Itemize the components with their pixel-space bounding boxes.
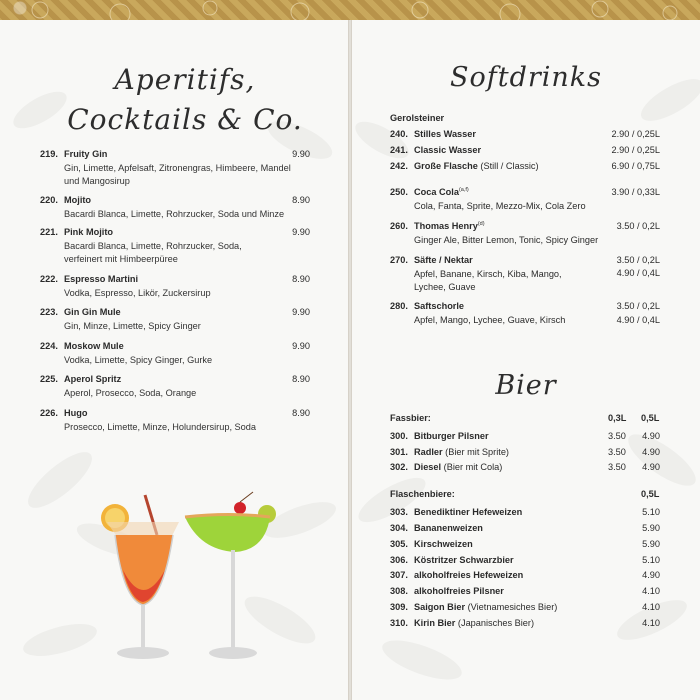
orange-cocktail-glass (101, 495, 179, 659)
menu-item: 224. Moskow Mule 9.90 Vodka, Limette, Spicy Ginger, Gurke (40, 341, 310, 365)
column-header-03l: 0,3L (608, 413, 627, 423)
group-label-fassbier: Fassbier: (390, 413, 431, 423)
cocktail-illustration (95, 490, 295, 680)
menu-item: 221. Pink Mojito 9.90 Bacardi Blanca, Limette, Rohrzucker, Soda, verfeinert mit Himbeerpüree (40, 227, 310, 264)
menu-item: 219. Fruity Gin 9.90 Gin, Limette, Apfelsaft, Zitronengras, Himbeere, Mandel und Mangosirup (40, 149, 310, 186)
green-margarita-glass (185, 492, 276, 659)
left-page (0, 20, 348, 700)
menu-item: 225. Aperol Spritz 8.90 Aperol, Prosecco, Soda, Orange (40, 374, 310, 398)
section-title-bier: Bier (495, 370, 557, 401)
column-header-05l: 0,5L (641, 413, 660, 423)
group-label-flaschenbiere: Flaschenbiere: (390, 489, 455, 499)
section-title-aperitifs: Aperitifs, Cocktails & Co. (67, 63, 303, 136)
menu-item: 222. Espresso Martini 8.90 Vodka, Espresso, Likör, Zuckersirup (40, 274, 310, 298)
group-label-gerolsteiner: Gerolsteiner (390, 113, 445, 123)
right-page: Softdrinks Gerolsteiner 240. Stilles Wasser 2.90 / 0,25L 241. Classic Wasser 2.90 / 0,25L 242. Große Flasche (Still / Classic) 6.90 / 0,75L 250. Coca Cola$^{(a,f)}$ 3.90 / 0,33L Cola, Fanta, Sprite, Mezzo-Mix, Cola Zero 260. Thomas Henry$^{(d)}$ 3.50 / 0,2L Ginger Ale, Bitter Lemon, Tonic, Spicy Ginger 270. Säfte / Nektar 3.50 / 0,2L 4.90 / 0,4L Apfel, Banane, Kirsch, Kiba, Mango, Lychee, Guave 280. Saftschorle 3.50 / 0,2L 4.90 / 0,4L Apfel, Mango, Lychee, Guave, Kirsch Bier Fassbier: 0,3L 0,5L 300. Bitburger Pilsner 3.50 4.90 301. Radler (Bier mit Sprite) 3.50 4.90 302. Diesel (Bier mit Cola) 3.50 4.90 Flaschenbiere: 0,5L 303. Benediktiner Hefeweizen 5.10 304. Bananenweizen 5.90 305. Kirschweizen 5.90 306. Köstritzer Schwarzbier 5.10 307. alkoholfreies Hefeweizen 4.90 308. alkoholfreies Pilsner 4.10 309. Saigon Bier (Vietnamesiches Bier) 4.10 310. Kirin Bier (Japanisches Bier) 4.10 (352, 20, 700, 700)
column-header-05l: 0,5L (641, 489, 660, 499)
menu-item: 220. Mojito 8.90 Bacardi Blanca, Limette, Rohrzucker, Soda und Minze (40, 195, 310, 219)
menu-item: 223. Gin Gin Mule 9.90 Gin, Minze, Limette, Spicy Ginger (40, 307, 310, 331)
menu-item: 226. Hugo 8.90 Prosecco, Limette, Minze, Holundersirup, Soda (40, 408, 310, 432)
section-title-softdrinks: Softdrinks (449, 62, 603, 93)
